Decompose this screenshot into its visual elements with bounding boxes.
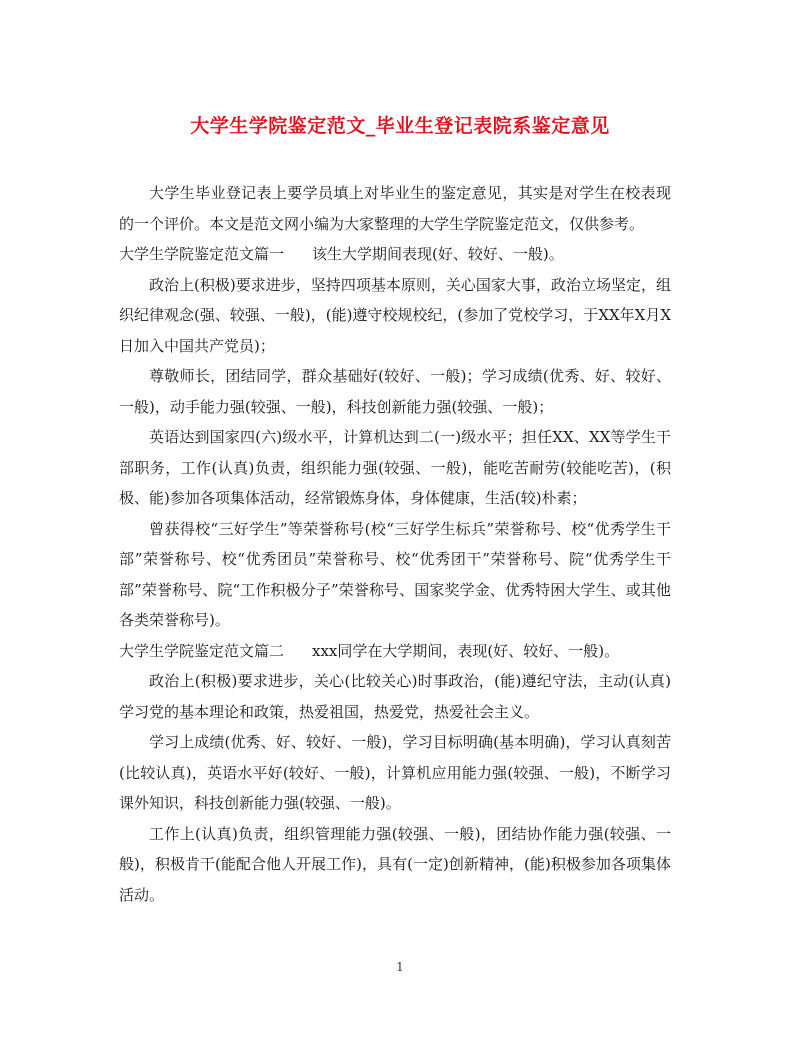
section-2-subtitle: xxx同学在大学期间，表现(好、较好、一般)。: [312, 641, 620, 660]
document-title: 大学生学院鉴定范文_毕业生登记表院系鉴定意见: [190, 115, 610, 137]
paragraph-politics-1: 政治上(积极)要求进步，坚持四项基本原则，关心国家大事，政治立场坚定，组织纪律观念(强、较强、一般)，(能)遵守校规校纪，(参加了党校学习，于XX年X月X日加入中国共产党员)；: [119, 275, 671, 355]
paragraph-respect-1: 尊敬师长，团结同学，群众基础好(较好、一般)；学习成绩(优秀、好、较好、一般)，动手能力强(较强、一般)，科技创新能力强(较强、一般)；: [119, 367, 671, 416]
paragraph-honors-1: 曾获得校“三好学生”等荣誉称号(校“三好学生标兵”荣誉称号、校“优秀学生干部”荣誉称号、校“优秀团员”荣誉称号、校“优秀团干”荣誉称号、院“优秀学生干部”荣誉称号、院“工作积极分子”荣誉称号、国家奖学金、优秀特困大学生、或其他各类荣誉称号)。: [119, 519, 671, 629]
document-body: [119, 178, 671, 910]
paragraph-english-1: 英语达到国家四(六)级水平，计算机达到二(一)级水平；担任XX、XX等学生干部职务，工作(认真)负责，组织能力强(较强、一般)，能吃苦耐劳(较能吃苦)，(积极、能)参加各项集体活动，经常锻炼身体，身体健康，生活(较)朴素；: [119, 428, 671, 507]
paragraph-work-2: 工作上(认真)负责，组织管理能力强(较强、一般)，团结协作能力强(较强、一般)，积极肯干(能配合他人开展工作)，具有(一定)创新精神，(能)积极参加各项集体活动。: [119, 824, 671, 904]
paragraph-study-2: 学习上成绩(优秀、好、较好、一般)，学习目标明确(基本明确)，学习认真刻苦(比较认真)，英语水平好(较好、一般)，计算机应用能力强(较强、一般)，不断学习课外知识，科技创新能力强(较强、一般)。: [119, 733, 671, 812]
section-2-heading-line: [119, 636, 671, 667]
intro-paragraph: 大学生毕业登记表上要学员填上对毕业生的鉴定意见，其实是对学生在校表现的一个评价。本文是范文网小编为大家整理的大学生学院鉴定范文，仅供参考。: [119, 184, 671, 233]
page-number: 1: [396, 960, 404, 974]
section-1-heading-line: [119, 239, 671, 270]
section-1-heading: 大学生学院鉴定范文篇一: [119, 245, 285, 263]
section-1-subtitle: 该生大学期间表现(好、较好、一般)。: [312, 245, 564, 263]
section-2-heading: 大学生学院鉴定范文篇二: [119, 641, 285, 660]
paragraph-politics-2: 政治上(积极)要求进步，关心(比较关心)时事政治，(能)遵纪守法，主动(认真)学习党的基本理论和政策，热爱祖国，热爱党，热爱社会主义。: [119, 672, 671, 721]
